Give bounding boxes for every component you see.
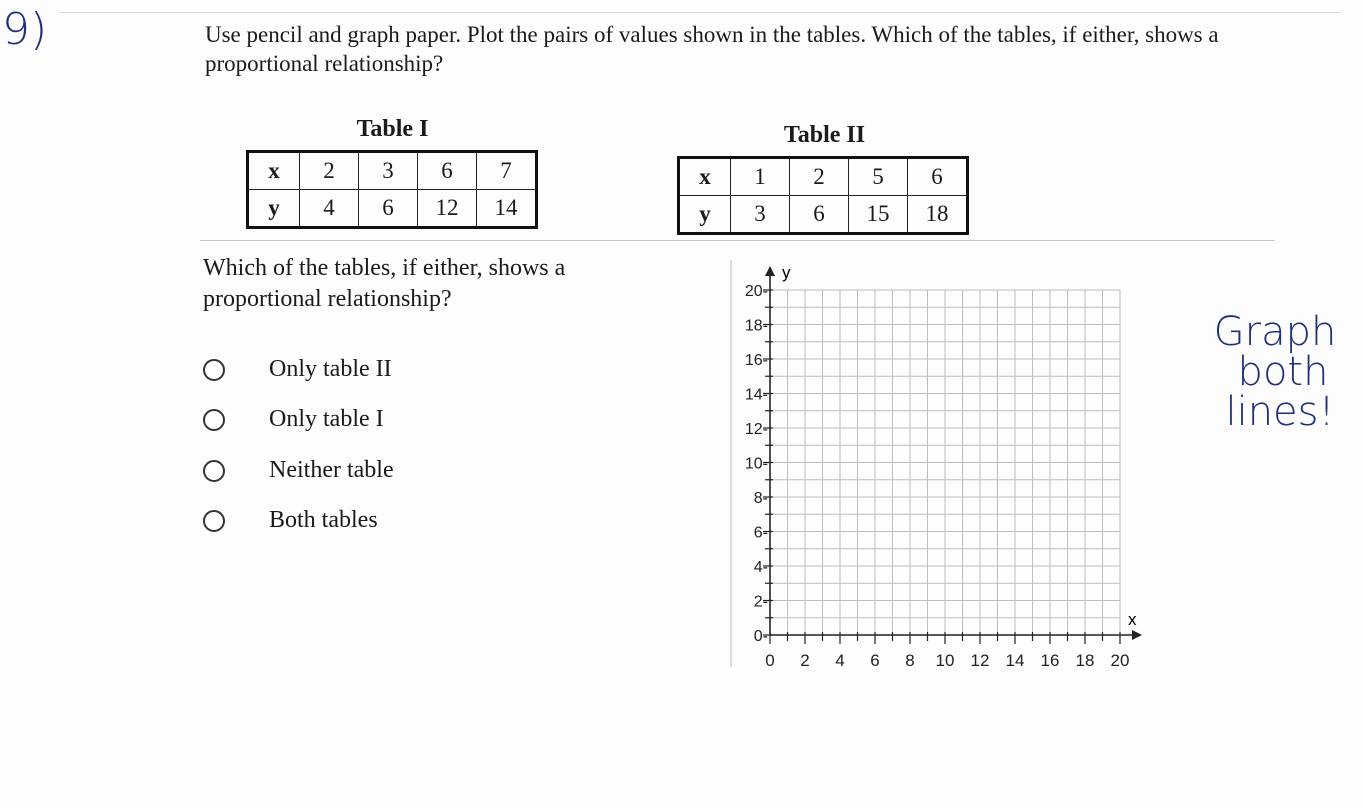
option-only-table-2[interactable] [203, 356, 392, 383]
x-tick-label: 20 [1110, 651, 1130, 670]
question-prompt: Use pencil and graph paper. Plot the pairs of values shown in the tables. Which of the tables, if either, shows a proportional relationship? [205, 22, 1219, 76]
y-tick-label: 18- [744, 317, 768, 335]
table-2-x-cell: 6 [908, 158, 968, 196]
x-tick-label: 4 [835, 651, 845, 670]
option-neither-table[interactable] [203, 457, 394, 484]
y-tick-label: 8- [753, 490, 768, 507]
y-tick-label: 16- [744, 352, 768, 369]
x-axis-label: x [1128, 610, 1137, 629]
x-tick-labels [765, 651, 1129, 670]
table-1-y-cell: 6 [359, 190, 418, 228]
table-2-x-cell: 2 [790, 158, 849, 196]
x-tick-label: 6 [870, 651, 880, 670]
divider-middle [200, 240, 1275, 241]
table-1-y-label: y [248, 190, 300, 228]
table-1-x-cell: 7 [477, 152, 537, 190]
option-only-table-1[interactable] [203, 406, 384, 433]
table-2-x-label: x [679, 158, 731, 196]
x-tick-label: 18 [1075, 651, 1095, 670]
y-axis-arrow [765, 266, 775, 276]
divider-top [60, 12, 1340, 13]
note-line: Graph [1213, 309, 1337, 355]
radio-button[interactable] [203, 409, 225, 431]
option-label: Only table I [269, 406, 384, 432]
x-tick-label: 0 [765, 651, 775, 670]
option-label: Both tables [269, 507, 378, 533]
table-1-y-cell: 12 [418, 190, 477, 228]
table-2-x-cell: 5 [849, 158, 908, 196]
y-tick-label: 14- [744, 386, 768, 404]
note-line: both [1237, 349, 1329, 395]
y-tick-label: 4- [753, 559, 768, 576]
y-tick-label: 10- [744, 455, 768, 473]
table-1-y-cell: 14 [477, 190, 537, 228]
table-2 [677, 156, 969, 235]
option-label: Neither table [269, 457, 394, 483]
table-1-y-row [248, 190, 537, 228]
table-2-x-row [679, 158, 968, 196]
question-text: Which of the tables, if either, shows a proportional relationship? [203, 255, 566, 312]
table-1-x-label: x [248, 152, 300, 190]
option-both-tables[interactable] [203, 507, 378, 534]
table-2-x-cell: 1 [731, 158, 790, 196]
note-line: lines! [1225, 389, 1335, 435]
table-1-x-row [248, 152, 537, 190]
y-tick-labels [745, 283, 768, 645]
radio-button[interactable] [203, 510, 225, 532]
table-1-x-cell: 3 [359, 152, 418, 190]
y-tick-label: 2- [753, 593, 768, 611]
x-axis-arrow [1132, 630, 1142, 640]
x-tick-label: 10 [935, 651, 955, 670]
y-tick-label: 6- [753, 524, 768, 542]
x-tick-label: 8 [905, 651, 915, 670]
x-tick-label: 14 [1005, 651, 1025, 670]
y-tick-label: 12- [744, 421, 768, 438]
handwritten-note [1185, 309, 1363, 435]
table-2-title: Table II [783, 122, 866, 148]
x-tick-label: 16 [1040, 651, 1060, 670]
y-axis-label: y [782, 263, 791, 282]
table-2-y-cell: 15 [849, 196, 908, 234]
grid-lines [770, 290, 1120, 635]
table-1 [246, 150, 538, 229]
question-number: 9) [2, 4, 48, 55]
radio-button[interactable] [203, 359, 225, 381]
radio-button[interactable] [203, 460, 225, 482]
option-label: Only table II [269, 356, 392, 382]
x-tick-label: 2 [800, 651, 810, 670]
table-1-x-cell: 2 [300, 152, 359, 190]
coordinate-grid[interactable] [728, 255, 1148, 675]
table-1-title: Table I [356, 116, 429, 142]
table-2-y-cell: 18 [908, 196, 968, 234]
table-2-y-row [679, 196, 968, 234]
table-2-y-cell: 3 [731, 196, 790, 234]
table-2-y-label: y [679, 196, 731, 234]
table-1-y-cell: 4 [300, 190, 359, 228]
table-1-x-cell: 6 [418, 152, 477, 190]
table-2-y-cell: 6 [790, 196, 849, 234]
y-tick-label: 0- [753, 628, 768, 645]
y-tick-label: 20- [744, 283, 768, 300]
x-tick-label: 12 [970, 651, 990, 670]
